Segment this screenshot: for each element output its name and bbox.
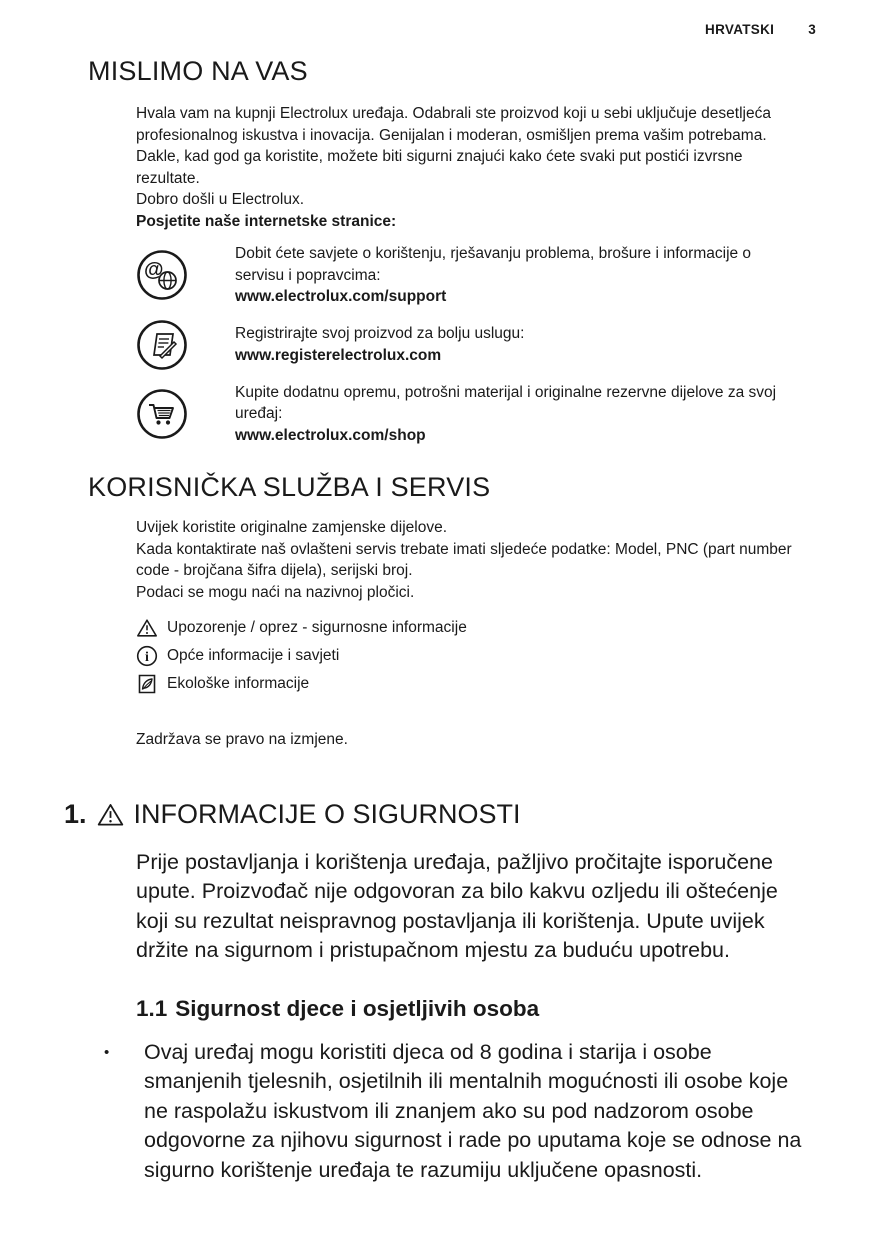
web-row-text: Kupite dodatnu opremu, potrošni materijal i originalne rezervne dijelove za svoj uređaj: <box>235 383 777 422</box>
safety-section-number: 1. <box>64 798 87 829</box>
register-product-icon <box>136 319 188 371</box>
page-number: 3 <box>808 22 816 37</box>
section-title-customer-care: KORISNIČKA SLUŽBA I SERVIS <box>88 472 491 502</box>
warning-icon <box>136 617 158 639</box>
svg-text:i: i <box>145 650 149 665</box>
bullet-marker: • <box>104 1043 110 1061</box>
web-row-register <box>136 319 794 371</box>
warning-icon <box>97 802 124 827</box>
cs-line-contact-data: Kada kontaktirate naš ovlašteni servis trebate imati sljedeće podatke: Model, PNC (part number code - brojčana šifra dijela), serijski broj. <box>136 540 792 579</box>
safety-intro-paragraph: Prije postavljanja i korištenja uređaja, pažljivo pročitajte isporučene upute. Proizvođač nije odgovoran za bilo kakvu ozljedu ili oštećenje koji su rezultat neispravnog postavljanja ili korištenja. Upute uvijek držite na sigurnom i pristupačnom mjestu za buduću upotrebu. <box>136 849 778 962</box>
svg-text:@: @ <box>144 259 164 282</box>
page-header <box>705 22 816 37</box>
legend-text: Ekološke informacije <box>167 675 310 692</box>
legend-text: Upozorenje / oprez - sigurnosne informacije <box>167 619 467 636</box>
legend-row-info <box>136 645 794 667</box>
web-row-text: Dobit ćete savjete o korištenju, rješavanju problema, brošure i informacije o servisu i popravcima: <box>235 245 752 284</box>
symbol-legend <box>136 617 794 695</box>
welcome-line: Dobro došli u Electrolux. <box>136 191 304 208</box>
web-row-url: www.registerelectrolux.com <box>235 346 442 364</box>
web-row-support <box>136 243 794 308</box>
cs-line-rating-plate: Podaci se mogu naći na nazivnoj pločici. <box>136 583 415 601</box>
web-row-text: Registrirajte svoj proizvod za bolju uslugu: <box>235 325 525 342</box>
list-item <box>0 1038 874 1186</box>
info-icon <box>136 645 158 667</box>
eco-icon <box>136 673 158 695</box>
subject-to-change-note: Zadržava se pravo na izmjene. <box>136 731 348 748</box>
website-links <box>136 243 794 446</box>
safety-section-heading <box>0 765 874 830</box>
legend-row-warning <box>136 617 794 639</box>
subsection-heading-children-safety <box>136 966 794 1022</box>
section-title-we-think-of-you: MISLIMO NA VAS <box>88 56 308 86</box>
intro-paragraph: Hvala vam na kupnji Electrolux uređaja. Odabrali ste proizvod koji u sebi uključuje desetljeća profesionalnog iskustva i inovacija. Genijalan i moderan, osmišljen prema vašim potrebama. Dakle, kad god ga koristite, možete biti sigurni znajući kako ćete svaki put postići izvrsne rezultate. <box>136 105 771 187</box>
web-row-shop <box>136 382 794 447</box>
legend-text: Opće informacije i savjeti <box>167 647 340 664</box>
cs-line-spare-parts: Uvijek koristite originalne zamjenske dijelove. <box>136 519 447 536</box>
web-row-url: www.electrolux.com/support <box>235 288 447 305</box>
bullet-text: Ovaj uređaj mogu koristiti djeca od 8 godina i starija i osobe smanjenih tjelesnih, osjetilnih ili mentalnih mogućnosti ili osobe koje ne raspolažu iskustvom ili znanjem ako su pod nadzorom osobe odgovorne za njihovu sigurnost i rade po uputama koje se odnose na sigurno korištenje uređaja te razumiju uključene opasnosti. <box>144 1039 802 1182</box>
safety-section-title: INFORMACIJE O SIGURNOSTI <box>133 798 521 829</box>
language-label: HRVATSKI <box>705 22 775 37</box>
globe-at-icon <box>136 249 188 301</box>
subsection-number: 1.1 <box>136 995 168 1021</box>
web-row-url: www.electrolux.com/shop <box>235 426 426 444</box>
safety-bullet-list <box>0 1038 874 1186</box>
subsection-title: Sigurnost djece i osjetljivih osoba <box>175 995 540 1021</box>
visit-websites-heading: Posjetite naše internetske stranice: <box>136 212 397 230</box>
shopping-cart-icon <box>136 388 188 440</box>
legend-row-eco <box>136 673 794 695</box>
